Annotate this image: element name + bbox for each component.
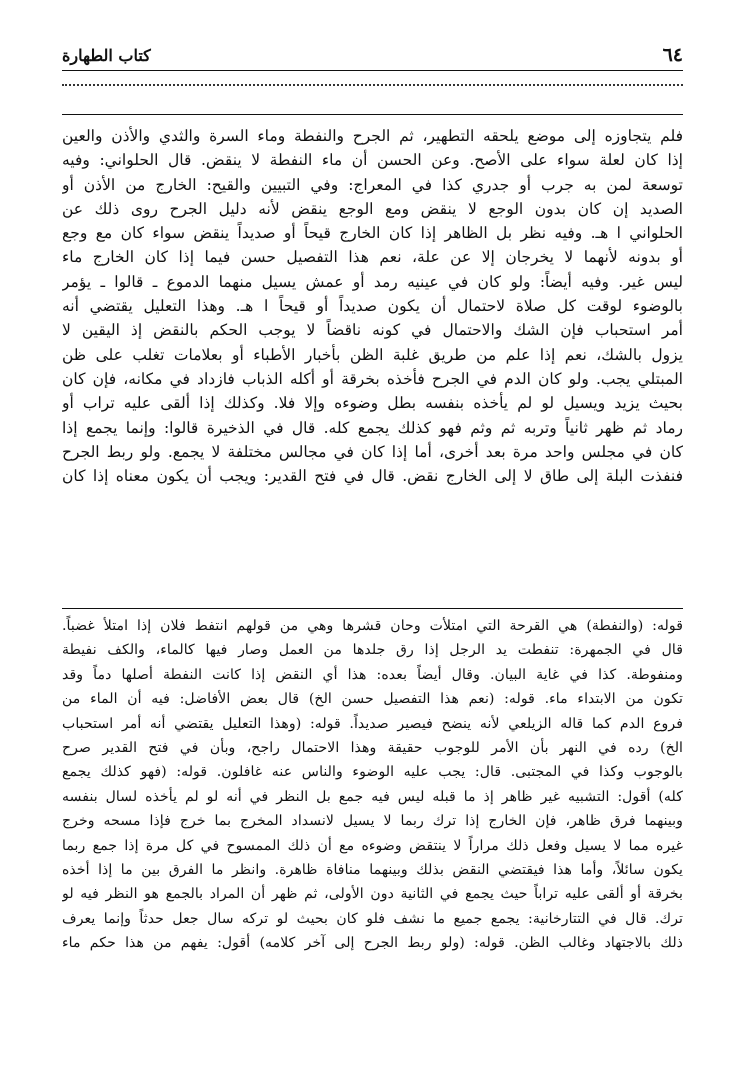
note-line: فروع الدم كما قاله الزيلعي لأنه ينضح فيصير صديداً. قوله: (وهذا التعليل يقتضي أنه أمر استحباب (62, 715, 683, 732)
main-line: فنفذت البلة إلى طاق لا إلى الخارج نقض. قال في فتح القدير: ويجب أن يكون معناه إذا كان (62, 467, 683, 486)
note-line: قال في الجمهرة: تنفطت يد الرجل إذا رق جلدها من العمل وصار فيها كالماء، والكف نفيطة (62, 642, 683, 659)
note-line: وبينهما فرق ظاهر، فإن الخارج إذا ترك ربما لا يسيل لانسداد المخرج بما خرج فإذا مسحه وخرج (62, 813, 683, 830)
main-line: إذا كان لعلة سواء على الأصح. وعن الحسن أن ماء النفطة لا ينقض. قال الحلواني: وفيه (62, 151, 683, 170)
text-top-rule (62, 114, 683, 115)
note-line: ذلك بالاجتهاد وغالب الظن. قوله: (ولو ربط الجرح إلى آخر كلامه) أقول: يفهم من هذا حكم ماء (62, 935, 683, 952)
note-line: تكون من الابتداء ماء. قوله: (نعم هذا التفصيل حسن الخ) قال بعض الأفاضل: فيه أن الماء من (62, 691, 683, 708)
note-line: بخرقة أو ألقى عليه تراباً حيث يجمع في الثانية دون الأولى، ثم ظهر أن المراد بالجمع هو النظر فيه لو (62, 886, 683, 903)
main-line: توسعة لمن به جرب أو جدري كذا في المعراج: وفي التبيين والقيح: الخارج من الأذن أو (62, 175, 683, 194)
main-line: بحيث يزيد ويسيل لو لم يأخذه بنفسه بطل وضوءه وإلا فلا. وكذلك إذا ألقى عليه تراب أو (62, 394, 683, 413)
page-number: ٦٤ (662, 44, 683, 66)
note-line: قوله: (والنفطة) هي القرحة التي امتلأت وحان قشرها وهي من قولهم انتفط فلان إذا امتلأ غضباً. (62, 618, 683, 634)
note-line: كله) أقول: التشبيه غير ظاهر إذ ما قبله ليس فيه جمع بل النظر في أنه لو لم يأخذه لسال بنفسه (62, 788, 683, 805)
main-line: الصديد إن كان بدون الوجع لا ينقض ومع الوجع ينقض لأنه دليل الجرح روى ذلك عن (62, 199, 683, 218)
note-line: الخ) رده في النهر بأن الأمر للوجوب حقيقة وهذا الاحتمال راجح، وبأن في فتح القدير صرح (62, 740, 683, 757)
main-line: بالوضوء لوقت كل صلاة لاحتمال أن يكون صديداً أو قيحاً ا هـ. وهذا التعليل يقتضي أنه (62, 297, 683, 316)
main-line: أو بدونه لأنهما لا يخرجان إلا عن علة، نعم هذا التفصيل حسن فيما إذا كان الخارج ماء (62, 248, 683, 267)
note-line: يكون سائلاً، وأما هذا فيقتضي النقض بذلك وبينهما منافاة ظاهرة. وانظر ما الفرق بين ما إذا أخذه (62, 862, 683, 879)
commentary (62, 614, 683, 1074)
main-line: المبتلي يجب. ولو كان الدم في الجرح فأخذه بخرقة أو أكله الذباب فازداد في مكانه، فإن كان (62, 369, 683, 388)
main-line: أمر استحباب فإن الشك والاحتمال في كونه ناقضاً لا يوجب الحكم بالنقض إذ اليقين لا (62, 321, 683, 340)
note-line: بالوجوب وكذا في المجتبى. قال: يجب عليه الوضوء والناس عنه غافلون. قوله: (فهو كذلك يجمع (62, 764, 683, 781)
header-rule (62, 70, 683, 71)
note-line: غيره مما لا يسيل وفعل ذلك مراراً لا ينتقض وضوءه مع أن ذلك الممسوح في كل مرة إذا جمع ربما (62, 837, 683, 854)
note-line: ومنفوطة. كذا في غاية البيان. وقال أيضاً بعده: هذا أي النقض إذا كانت النفطة أصلها دماً وقد (62, 666, 683, 683)
running-title: كتاب الطهارة (62, 46, 151, 65)
main-line: يزول بالشك، نعم إذا علم من طريق غلبة الظن بأخبار الأطباء أو بعلامات تغلب على ظن (62, 345, 683, 364)
main-line: ليس غير. وفيه أيضاً: ولو كان في عينيه رمد أو عمش يسيل منهما الدموع ـ قالوا ـ يؤمر (62, 272, 683, 291)
main-line: رماد ثم ظهر ثانياً وتربه ثم وثم فهو كذلك يجمع كله. قال في الذخيرة قالوا: وإنما يجمع إذا (62, 418, 683, 437)
commentary-separator (62, 608, 683, 609)
main-text (62, 124, 683, 610)
page-header (62, 42, 683, 72)
main-line: الحلواني ا هـ. وفيه نظر بل الظاهر إذا كان الخارج قيحاً أو صديداً ينقض سواء كان مع وجع (62, 224, 683, 243)
main-line: كان في مجلس واحد مرة بعد أخرى، أما إذا كان في مجالس مختلفة لا يجمع. ولو ربط الجرح (62, 442, 683, 461)
dotted-rule (62, 84, 683, 86)
note-line: ترك. قال في التتارخانية: يجمع جميع ما نشف فلو كان بحيث لو تركه سال جعل حدثاً وإنما يعرف (62, 910, 683, 927)
main-line: فلم يتجاوزه إلى موضع يلحقه التطهير، ثم الجرح والنفطة وماء السرة والثدي والأذن والعين (62, 127, 683, 145)
